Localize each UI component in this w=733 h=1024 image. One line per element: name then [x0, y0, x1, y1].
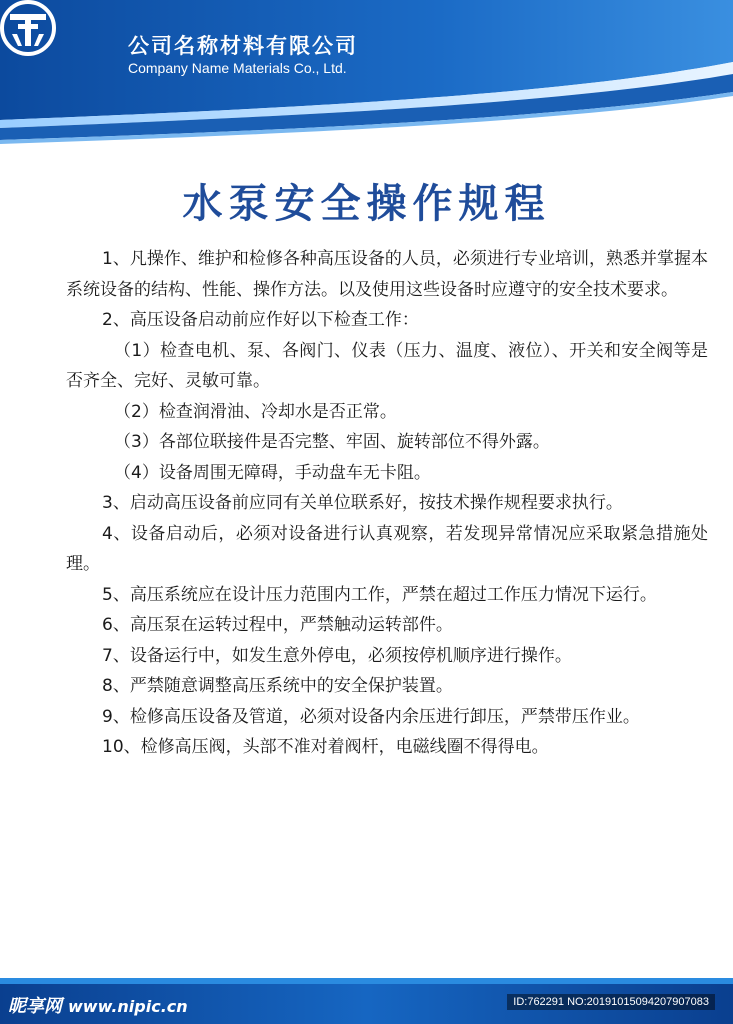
site-watermark	[8, 992, 188, 1018]
page-title: 水泵安全操作规程	[182, 181, 551, 227]
paragraph-item-6: 6、高压泵在运转过程中，严禁触动运转部件。	[102, 615, 453, 635]
paragraph-subitem-4: （4）设备周围无障碍，手动盘车无卡阻。	[114, 462, 431, 483]
company-logo-icon	[0, 0, 56, 56]
paragraph-subitem-1: （1）检查电机、泵、各阀门、仪表（压力、温度、液位）、开关和安全阀等是否齐全、完好、灵敏可靠。	[66, 340, 708, 391]
header-banner	[0, 0, 733, 150]
watermark-site-name: 昵享网	[8, 996, 62, 1017]
paragraph-item-10: 10、检修高压阀，头部不准对着阀杆，电磁线圈不得得电。	[102, 737, 549, 757]
paragraph-item-9: 9、检修高压设备及管道，必须对设备内余压进行卸压，严禁带压作业。	[102, 706, 640, 727]
watermark-url: www.nipic.cn	[68, 997, 188, 1016]
paragraph-item-1: 1、凡操作、维护和检修各种高压设备的人员，必须进行专业培训，熟悉并掌握本系统设备的结构、性能、操作方法。以及使用这些设备时应遵守的安全技术要求。	[66, 249, 708, 300]
paragraph-subitem-2: （2）检查润滑油、冷却水是否正常。	[114, 401, 397, 422]
paragraph-item-7: 7、设备运行中，如发生意外停电，必须按停机顺序进行操作。	[102, 645, 572, 666]
paragraph-item-8: 8、严禁随意调整高压系统中的安全保护装置。	[102, 676, 453, 696]
header-wave-background	[0, 0, 733, 150]
company-name-english: Company Name Materials Co., Ltd.	[128, 60, 347, 76]
paragraph-item-5: 5、高压系统应在设计压力范围内工作，严禁在超过工作压力情况下运行。	[102, 584, 657, 605]
paragraph-subitem-3: （3）各部位联接件是否完整、牢固、旋转部位不得外露。	[114, 432, 550, 452]
regulation-body	[66, 244, 708, 763]
image-id-label: ID:762291 NO:20191015094207907083	[507, 994, 715, 1010]
paragraph-item-3: 3、启动高压设备前应同有关单位联系好，按技术操作规程要求执行。	[102, 493, 623, 513]
company-name-chinese: 公司名称材料有限公司	[128, 34, 358, 58]
paragraph-item-4: 4、设备启动后，必须对设备进行认真观察，若发现异常情况应采取紧急措施处理。	[66, 523, 708, 574]
paragraph-item-2: 2、高压设备启动前应作好以下检查工作：	[102, 310, 419, 330]
